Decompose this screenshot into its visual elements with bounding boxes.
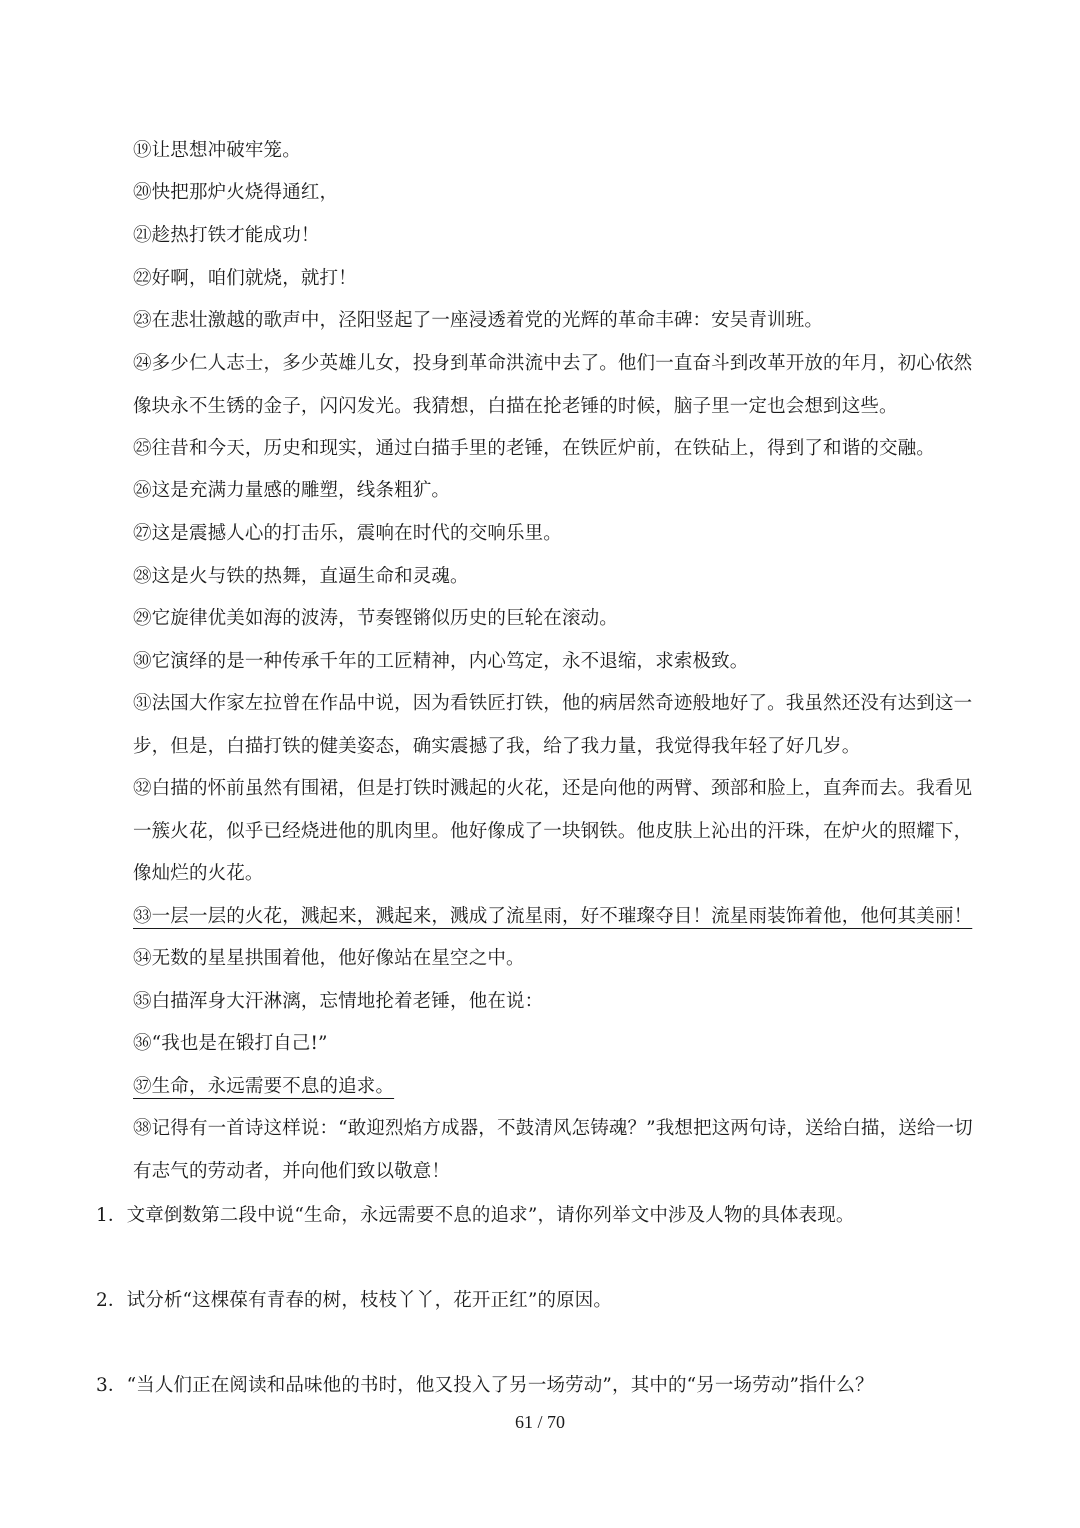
paragraph-36: ㊱“我也是在锻打自己!” [133,1033,328,1054]
paragraph-22: ㉒好啊，咱们就烧，就打！ [133,268,357,289]
paragraph-32: ㉜白描的怀前虽然有围裙，但是打铁时溅起的火花，还是向他的两臂、颈部和脸上，直奔而去。我看见一簇火花，似乎已经烧进他的肌肉里。他好像成了一块钢铁。他皮肤上沁出的汗珠，在炉火的照耀下，像灿烂的火花。 [133,778,973,884]
paragraph-25: ㉕往昔和今天，历史和现实，通过白描手里的老锤，在铁匠炉前，在铁砧上，得到了和谐的交融。 [133,438,935,459]
paragraph-24: ㉔多少仁人志士，多少英雄儿女，投身到革命洪流中去了。他们一直奋斗到改革开放的年月，初心依然像块永不生锈的金子，闪闪发光。我猜想，白描在抡老锤的时候，脑子里一定也会想到这些。 [133,353,973,417]
paragraph-30: ㉚它演绎的是一种传承千年的工匠精神，内心笃定，永不退缩，求索极致。 [133,651,749,672]
paragraph-19: ⑲让思想冲破牢笼。 [133,140,301,161]
question-2: 2．试分析“这棵葆有青春的树，枝枝丫丫，花开正红”的原因。 [96,1290,613,1311]
paragraph-26: ㉖这是充满力量感的雕塑，线条粗犷。 [133,480,451,501]
question-1: 1．文章倒数第二段中说“生命，永远需要不息的追求”，请你列举文中涉及人物的具体表现。 [96,1205,855,1226]
paragraph-29: ㉙它旋律优美如海的波涛，节奏铿锵似历史的巨轮在滚动。 [133,608,618,629]
paragraph-35: ㉟白描浑身大汗淋漓，忘情地抡着老锤，他在说： [133,991,544,1012]
paragraph-31: ㉛法国大作家左拉曾在作品中说，因为看铁匠打铁，他的病居然奇迹般地好了。我虽然还没有达到这一步，但是，白描打铁的健美姿态，确实震撼了我，给了我力量，我觉得我年轻了好几岁。 [133,693,973,757]
underlined-sentence: ㊲生命，永远需要不息的追求。 [133,1076,395,1097]
paragraph-28: ㉘这是火与铁的热舞，直逼生命和灵魂。 [133,566,469,587]
paragraph-23: ㉓在悲壮激越的歌声中，泾阳竖起了一座浸透着党的光辉的革命丰碑：安吴青训班。 [133,310,824,331]
question-3: 3．“当人们正在阅读和品味他的书时，他又投入了另一场劳动”，其中的“另一场劳动”指什么？ [96,1375,874,1396]
paragraph-34: ㉞无数的星星拱围着他，他好像站在星空之中。 [133,948,525,969]
page-number: 61 / 70 [514,1412,565,1432]
underlined-sentence: ㉝一层一层的火花，溅起来，溅起来，溅成了流星雨，好不璀璨夺目！流星雨装饰着他，他何其美丽！ [133,906,973,927]
paragraph-21: ㉑趁热打铁才能成功！ [133,225,320,246]
paragraph-37 [133,1066,985,1109]
paragraph-20: ⑳快把那炉火烧得通红， [133,182,339,203]
paragraph-33 [133,896,985,939]
paragraph-27: ㉗这是震撼人心的打击乐，震响在时代的交响乐里。 [133,523,562,544]
paragraph-38: ㊳记得有一首诗这样说：“敢迎烈焰方成器，不鼓清风怎铸魂？”我想把这两句诗，送给白描，送给一切有志气的劳动者，并向他们致以敬意！ [133,1118,973,1182]
